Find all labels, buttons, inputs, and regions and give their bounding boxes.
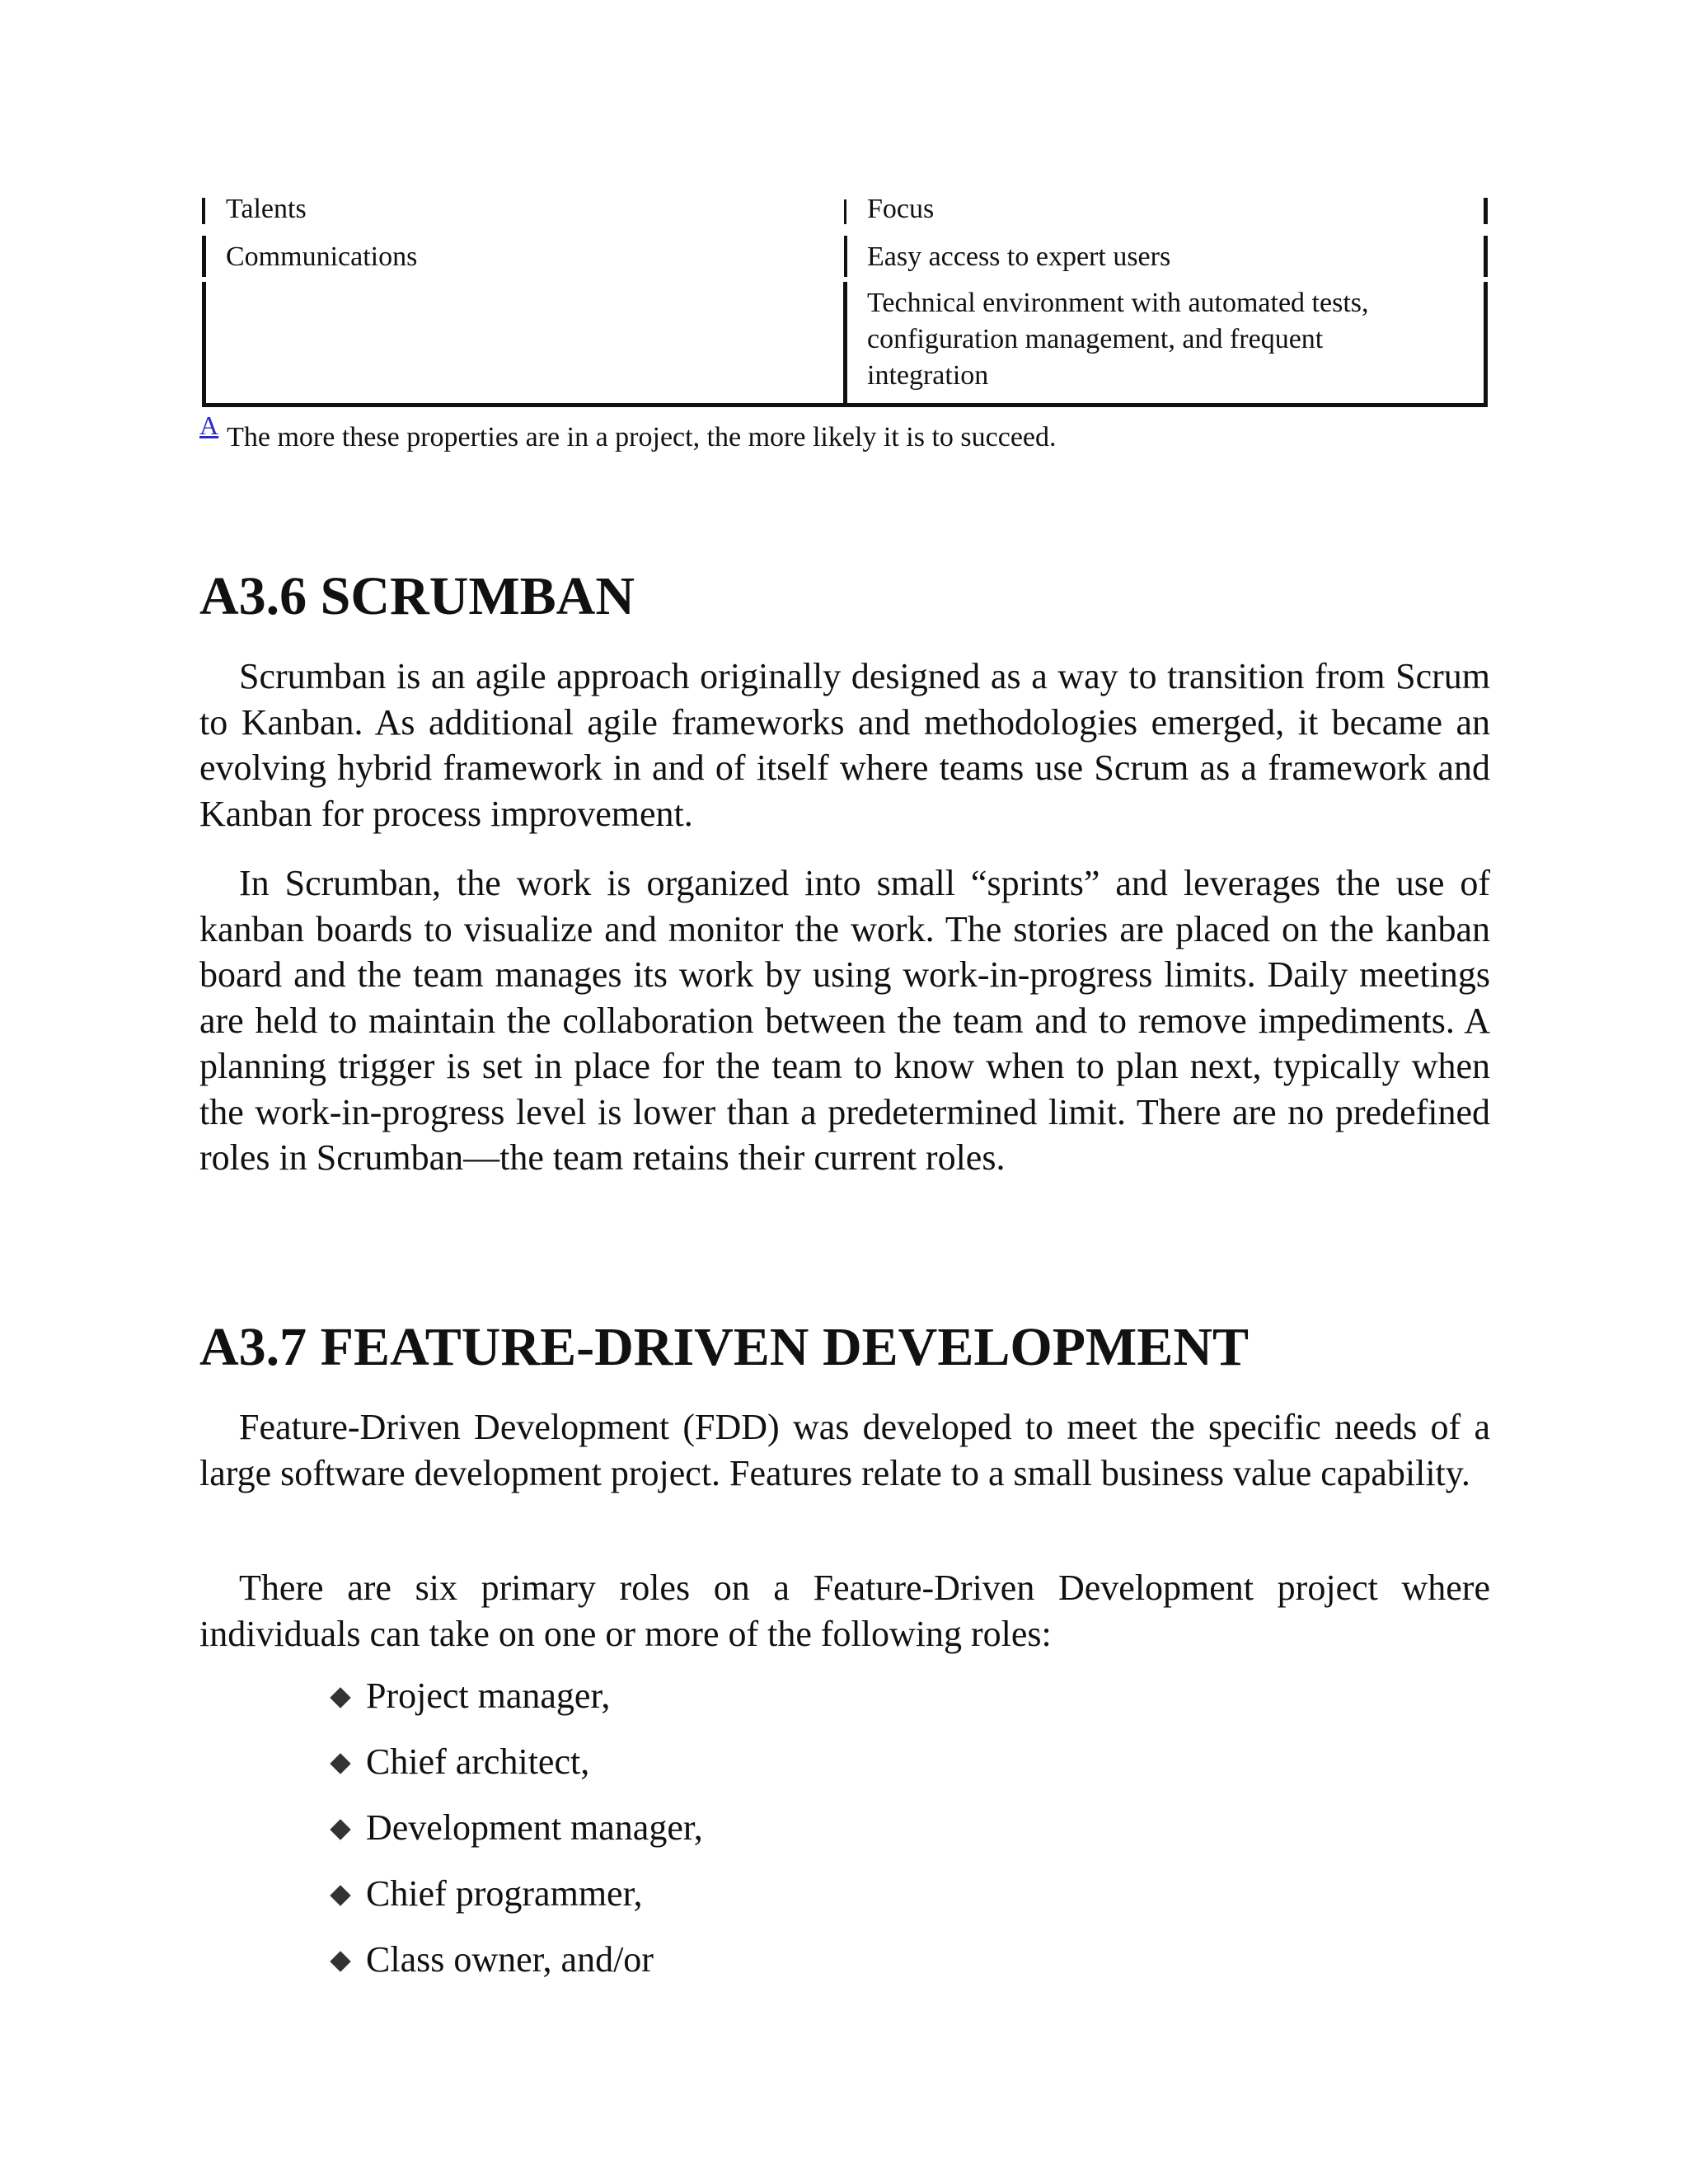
list-item xyxy=(199,1805,703,1871)
table-cell-r1-c2: Focus xyxy=(867,194,935,224)
diamond-bullet-icon xyxy=(330,1885,350,1905)
table-middle-rule-row3 xyxy=(843,282,847,407)
list-item xyxy=(199,1673,703,1739)
scrumban-paragraph-1: Scrumban is an agile approach originally designed as a way to transition from Scrum to Kanban. As additional agile frameworks and methodologies emerged, it became an evolving hybrid framework in and of itself where teams use Scrum as a framework and Kanban for process improvement. xyxy=(199,656,1490,834)
properties-table xyxy=(199,191,1490,409)
table-cell-r2-c1: Communications xyxy=(226,241,418,272)
table-bottom-rule-right xyxy=(847,403,1488,407)
table-middle-rule-row1 xyxy=(844,199,846,224)
list-item-text: Chief architect, xyxy=(366,1741,590,1782)
list-item-text: Class owner, and/or xyxy=(366,1939,654,1980)
scrumban-paragraph-2: In Scrumban, the work is organized into small “sprints” and leverages the use of kanban boards to visualize and monitor the work. The stories are placed on the kanban board and the team manages its work by using work-in-progress limits. Daily meetings are held to maintain the collaboration between the team and to remove impediments. A planning trigger is set in place for the team to know when to plan next, typically when the work-in-progress level is lower than a predetermined limit. There are no predefined roles in Scrumban—the team retains their current roles. xyxy=(199,863,1490,1178)
table-right-rule-row2 xyxy=(1484,236,1488,277)
section-heading-scrumban: A3.6 SCRUMBAN xyxy=(199,566,635,626)
fdd-paragraph-2: There are six primary roles on a Feature-Driven Development project where individuals can take on one or more of the following roles: xyxy=(199,1568,1490,1654)
diamond-bullet-icon xyxy=(330,1753,350,1774)
table-left-rule-row2 xyxy=(202,236,206,277)
footnote-marker-link[interactable]: A xyxy=(199,410,219,440)
table-footnote xyxy=(199,410,1057,456)
section-heading-fdd: A3.7 FEATURE-DRIVEN DEVELOPMENT xyxy=(199,1317,1250,1377)
footnote-text: The more these properties are in a project, the more likely it is to succeed. xyxy=(227,422,1057,452)
table-left-rule-row3 xyxy=(202,282,206,407)
list-item xyxy=(199,1937,703,2003)
list-item-text: Development manager, xyxy=(366,1807,703,1848)
diamond-bullet-icon xyxy=(330,1819,350,1840)
list-item-text: Chief programmer, xyxy=(366,1873,643,1914)
table-bottom-rule-left xyxy=(202,403,845,407)
table-cell-r3-c2: Technical environment with automated tests, configuration management, and frequent integration xyxy=(867,288,1369,391)
table-cell-r2-c2: Easy access to expert users xyxy=(867,241,1171,272)
list-item xyxy=(199,1739,703,1805)
fdd-roles-list xyxy=(199,1673,703,2003)
diamond-bullet-icon xyxy=(330,1951,350,1971)
fdd-paragraph-1: Feature-Driven Development (FDD) was developed to meet the specific needs of a large software development project. Features relate to a small business value capability. xyxy=(199,1407,1490,1493)
table-left-rule-row1 xyxy=(202,198,205,224)
table-right-rule-row3 xyxy=(1484,282,1488,407)
diamond-bullet-icon xyxy=(330,1687,350,1708)
list-item-text: Project manager, xyxy=(366,1675,611,1716)
table-cell-r1-c1: Talents xyxy=(226,194,307,224)
list-item xyxy=(199,1871,703,1937)
table-right-rule-row1 xyxy=(1484,198,1488,224)
table-middle-rule-row2 xyxy=(844,236,847,277)
